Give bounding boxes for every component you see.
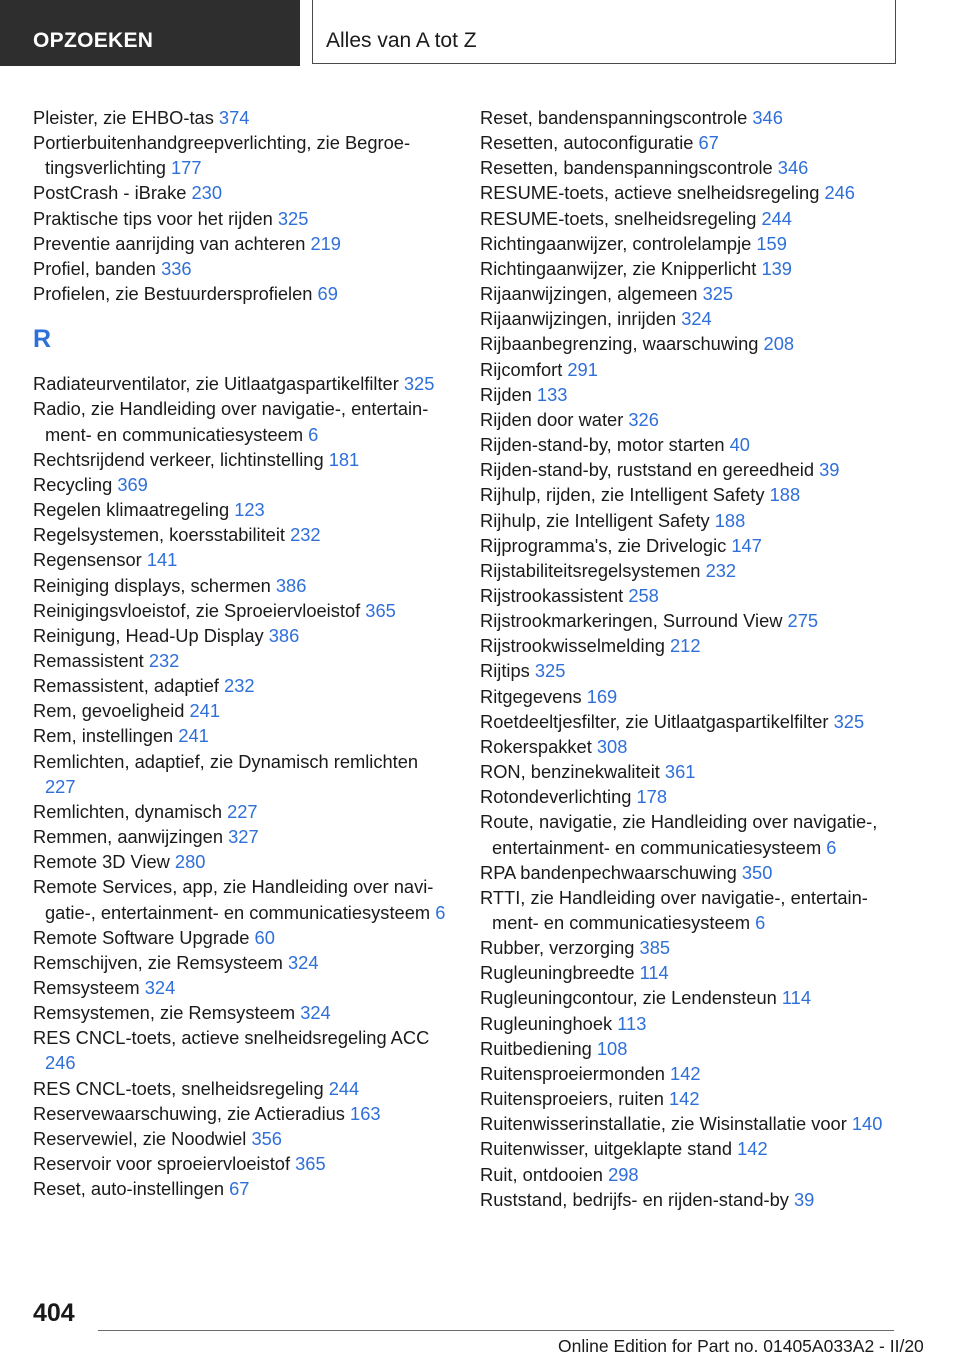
index-entry-text: Rijhulp, zie Intelligent Safety (480, 509, 715, 531)
index-entry-text: Ruitenwisserinstallatie, zie Wisinstallatie voor (480, 1113, 852, 1135)
page-reference-link[interactable]: 212 (669, 635, 701, 657)
index-entry-text: Rechtsrijdend verkeer, lichtinstelling (33, 448, 329, 470)
index-entry (480, 533, 900, 558)
page-reference-link[interactable]: 346 (752, 107, 783, 128)
page-reference-link[interactable]: 142 (669, 1088, 700, 1110)
page-reference-link[interactable]: 325 (702, 283, 734, 305)
index-entry (480, 1187, 900, 1212)
page-reference-link[interactable]: 67 (698, 132, 719, 154)
index-entry-text: Reservewaarschuwing, zie Actieradius (33, 1102, 351, 1124)
index-entry-text: Rijden-stand-by, motor starten (480, 434, 730, 456)
index-entry (480, 306, 900, 331)
section-tab[interactable]: OPZOEKEN (0, 0, 300, 66)
index-entry (33, 447, 448, 472)
page-reference-link[interactable]: 356 (251, 1127, 282, 1149)
index-entry (33, 598, 448, 623)
index-entry-text: RTTI, zie Handleiding over navigatie-, entertainment- en communicatiesysteem (480, 886, 868, 933)
page-reference-link[interactable]: 361 (664, 761, 696, 783)
index-entry (480, 658, 900, 683)
index-entry (33, 180, 448, 205)
index-entry (480, 985, 900, 1010)
page-reference-link[interactable]: 324 (300, 1002, 331, 1024)
index-entry (480, 1061, 900, 1086)
index-entry-text: RON, benzinekwaliteit (480, 761, 665, 783)
page-reference-link[interactable]: 219 (310, 232, 341, 254)
page-reference-link[interactable]: 114 (781, 987, 812, 1009)
index-entry (480, 382, 900, 407)
index-entry-text: Rubber, verzorging (480, 937, 640, 959)
index-entry-text: Richtingaanwijzer, zie Knipperlicht (480, 257, 762, 279)
index-entry-text: Reservewiel, zie Noodwiel (33, 1127, 252, 1149)
page-reference-link[interactable]: 325 (534, 660, 566, 682)
index-entry (33, 1025, 448, 1075)
index-entry (33, 723, 448, 748)
index-entry-text: Rokerspakket (480, 735, 597, 757)
index-entry (480, 1111, 900, 1136)
index-entry (480, 935, 900, 960)
index-entry-text: Reiniging displays, schermen (33, 574, 276, 596)
page-reference-link[interactable]: 141 (146, 549, 178, 571)
index-column-left (33, 105, 448, 1201)
index-entry-text: Rijaanwijzingen, inrijden (480, 308, 682, 330)
page-reference-link[interactable]: 246 (45, 1052, 76, 1074)
page-reference-link[interactable]: 227 (227, 800, 258, 822)
index-entry (480, 155, 900, 180)
index-entry (33, 849, 448, 874)
index-entry-text: RESUME-toets, actieve snelheidsregeling (480, 182, 825, 204)
index-entry-text: Rotondeverlichting (480, 786, 637, 808)
index-entry-text: Regelen klimaatregeling (33, 499, 235, 521)
page-reference-link[interactable]: 244 (761, 207, 792, 229)
page-reference-link[interactable]: 374 (218, 107, 250, 128)
index-entry (33, 1101, 448, 1126)
index-entry (33, 547, 448, 572)
page-reference-link[interactable]: 244 (328, 1077, 360, 1099)
index-entry-text: Rijtips (480, 660, 535, 682)
page-reference-link[interactable]: 163 (350, 1102, 381, 1124)
page-reference-link[interactable]: 291 (567, 358, 598, 380)
page-reference-link[interactable]: 169 (586, 685, 618, 707)
index-entry (33, 573, 448, 598)
index-entry (33, 231, 448, 256)
index-entry-text: Pleister, zie EHBO-tas (33, 107, 219, 128)
page-reference-link[interactable]: 6 (826, 836, 837, 858)
index-entry-text: Route, navigatie, zie Handleiding over navigatie-, entertainment- en communicatiesysteem (480, 811, 878, 858)
page-reference-link[interactable]: 67 (229, 1178, 250, 1200)
index-entry-text: Reinigingsvloeistof, zie Sproeiervloeistof (33, 599, 366, 621)
page-reference-link[interactable]: 108 (596, 1037, 628, 1059)
index-entry (33, 799, 448, 824)
index-entry-text: Praktische tips voor het rijden (33, 207, 278, 229)
page-reference-link[interactable]: 181 (328, 448, 360, 470)
page-reference-link[interactable]: 386 (268, 624, 300, 646)
index-entry-text: Rijaanwijzingen, algemeen (480, 283, 703, 305)
index-entry (480, 809, 900, 859)
index-entry-text: Remlichten, dynamisch (33, 800, 228, 822)
index-entry (33, 874, 448, 924)
page-reference-link[interactable]: 188 (714, 509, 746, 531)
page-reference-link[interactable]: 6 (755, 912, 766, 933)
page-reference-link[interactable]: 327 (228, 826, 259, 848)
page-reference-link[interactable]: 325 (833, 710, 865, 732)
page-reference-link[interactable]: 324 (144, 977, 176, 998)
index-entry-text: Richtingaanwijzer, controlelampje (480, 232, 757, 254)
index-entry (480, 860, 900, 885)
index-entry (480, 1011, 900, 1036)
index-entry-text: Rugleuninghoek (480, 1012, 618, 1034)
index-entry-text: Remmen, aanwijzingen (33, 826, 229, 848)
index-entry-text: Rijden (480, 383, 537, 405)
page-reference-link[interactable]: 139 (761, 257, 792, 279)
index-entry (33, 522, 448, 547)
page-header (0, 0, 960, 66)
index-entry-text: Rijstabiliteitsregelsystemen (480, 559, 706, 581)
index-entry (33, 371, 448, 396)
index-entry (480, 231, 900, 256)
index-entry (480, 508, 900, 533)
index-entry (33, 396, 448, 446)
index-column-right (480, 105, 900, 1212)
page-reference-link[interactable]: 298 (608, 1163, 639, 1185)
page-reference-link[interactable]: 69 (317, 283, 338, 305)
page-reference-link[interactable]: 350 (741, 861, 773, 883)
index-entry-text: Rugleuningcontour, zie Lendensteun (480, 987, 782, 1009)
index-entry-text: Remassistent (33, 649, 149, 671)
index-entry-text: Regelsystemen, koersstabiliteit (33, 524, 291, 546)
page-reference-link[interactable]: 227 (45, 775, 76, 797)
page-reference-link[interactable]: 60 (254, 926, 275, 948)
page-reference-link[interactable]: 232 (148, 649, 180, 671)
index-entry (480, 407, 900, 432)
index-entry (480, 583, 900, 608)
index-entry (480, 206, 900, 231)
index-entry (480, 331, 900, 356)
page-reference-link[interactable]: 177 (171, 157, 202, 179)
index-entry-text: Remote Services, app, zie Handleiding over navigatie-, entertainment- en communicatiesysteem (33, 876, 436, 923)
index-entry (480, 1162, 900, 1187)
index-entry (480, 256, 900, 281)
page-reference-link[interactable]: 6 (308, 423, 319, 445)
page-reference-link[interactable]: 241 (189, 700, 221, 722)
index-entry (480, 734, 900, 759)
index-entry (33, 105, 448, 130)
index-entry-text: Resetten, autoconfiguratie (480, 132, 699, 154)
page-reference-link[interactable]: 208 (763, 333, 795, 355)
page-reference-link[interactable]: 142 (737, 1138, 768, 1160)
index-entry-text: RPA bandenpechwaarschuwing (480, 861, 742, 883)
page-reference-link[interactable]: 6 (435, 901, 446, 923)
chapter-title: Alles van A tot Z (312, 0, 896, 64)
index-entry (480, 432, 900, 457)
index-entry (33, 975, 448, 1000)
page-reference-link[interactable]: 280 (174, 851, 206, 873)
index-entry (33, 130, 448, 180)
index-entry-text: Reset, auto-instellingen (33, 1178, 230, 1200)
page-reference-link[interactable]: 232 (290, 524, 321, 546)
index-entry (33, 698, 448, 723)
index-entry-text: Rijden-stand-by, ruststand en gereedheid (480, 459, 820, 481)
index-entry-text: Rijbaanbegrenzing, waarschuwing (480, 333, 764, 355)
index-entry-text: Rugleuningbreedte (480, 962, 640, 984)
index-entry (33, 256, 448, 281)
index-entry-text: Rijcomfort (480, 358, 568, 380)
page-reference-link[interactable]: 325 (277, 207, 309, 229)
index-entry-text: Remote 3D View (33, 851, 175, 873)
page-reference-link[interactable]: 346 (777, 157, 809, 179)
index-entry (480, 1086, 900, 1111)
index-entry-text: Remsystemen, zie Remsysteem (33, 1002, 301, 1024)
index-entry-text: Ruitenwisser, uitgeklapte stand (480, 1138, 738, 1160)
page-reference-link[interactable]: 326 (628, 408, 659, 430)
page-reference-link[interactable]: 365 (365, 599, 396, 621)
index-entry-text: Reset, bandenspanningscontrole (480, 107, 753, 128)
index-entry (33, 1151, 448, 1176)
index-entry-text: Regensensor (33, 549, 147, 571)
page-reference-link[interactable]: 123 (234, 499, 265, 521)
index-entry-text: Remassistent, adaptief (33, 675, 225, 697)
page-reference-link[interactable]: 159 (756, 232, 787, 254)
page-reference-link[interactable]: 178 (636, 786, 668, 808)
index-entry (480, 960, 900, 985)
index-entry (480, 633, 900, 658)
index-entry-text: RESUME-toets, snelheidsregeling (480, 207, 762, 229)
page-reference-link[interactable]: 188 (769, 484, 801, 506)
index-entry-text: Ruststand, bedrijfs- en rijden-stand-by (480, 1188, 794, 1210)
page-reference-link[interactable]: 385 (639, 937, 671, 959)
index-entry (480, 784, 900, 809)
page-reference-link[interactable]: 232 (224, 675, 255, 697)
index-entry-text: Profiel, banden (33, 257, 162, 279)
index-entry-text: Remlichten, adaptief, zie Dynamisch remlichten (33, 750, 419, 772)
index-entry (33, 925, 448, 950)
index-entry-text: Radiateurventilator, zie Uitlaatgaspartikelfilter (33, 373, 404, 395)
index-entry (480, 281, 900, 306)
footer-edition: Online Edition for Part no. 01405A033A2 - II/20 (558, 1336, 924, 1356)
index-entry (480, 130, 900, 155)
index-entry (33, 281, 448, 306)
index-entry (33, 950, 448, 975)
page-reference-link[interactable]: 147 (731, 534, 762, 556)
index-entry (480, 558, 900, 583)
index-entry (480, 1136, 900, 1161)
page-reference-link[interactable]: 336 (161, 257, 192, 279)
page-reference-link[interactable]: 369 (117, 473, 148, 495)
index-entry (33, 1076, 448, 1101)
index-entry (480, 180, 900, 205)
index-entry-text: Roetdeeltjesfilter, zie Uitlaatgaspartikelfilter (480, 710, 834, 732)
index-entry (480, 885, 900, 935)
page-reference-link[interactable]: 324 (288, 951, 319, 973)
page-reference-link[interactable]: 325 (403, 373, 435, 395)
page-reference-link[interactable]: 275 (787, 610, 819, 632)
page-reference-link[interactable]: 39 (793, 1188, 815, 1210)
index-entry-text: Radio, zie Handleiding over navigatie-, entertainment- en communicatiesysteem (33, 398, 429, 445)
page-number: 404 (33, 1299, 75, 1327)
index-entry-text: Preventie aanrijding van achteren (33, 232, 311, 254)
index-entry (480, 105, 900, 130)
page-reference-link[interactable]: 133 (536, 383, 568, 405)
index-entry (480, 357, 900, 382)
index-entry (480, 1036, 900, 1061)
index-entry-text: Rijden door water (480, 408, 629, 430)
page-reference-link[interactable]: 241 (178, 725, 209, 747)
index-entry-text: Rijhulp, rijden, zie Intelligent Safety (480, 484, 770, 506)
index-entry-text: Rem, gevoeligheid (33, 700, 190, 722)
page-reference-link[interactable]: 324 (681, 308, 712, 330)
index-entry-text: Reservoir voor sproeiervloeistof (33, 1153, 296, 1175)
index-entry-text: Rijstrookwisselmelding (480, 635, 670, 657)
index-entry-text: Ruitensproeiers, ruiten (480, 1088, 669, 1110)
index-entry (480, 608, 900, 633)
page-reference-link[interactable]: 142 (670, 1062, 701, 1084)
index-entry (480, 759, 900, 784)
index-entry-text: Portierbuitenhandgreepverlichting, zie Begroetingsverlichting (33, 132, 411, 179)
page-reference-link[interactable]: 230 (191, 182, 223, 204)
page-reference-link[interactable]: 246 (824, 182, 855, 204)
index-entry (33, 472, 448, 497)
index-entry-text: RES CNCL-toets, actieve snelheidsregeling ACC (33, 1027, 430, 1049)
index-entry-text: Ruitensproeiermonden (480, 1062, 671, 1084)
page-reference-link[interactable]: 258 (628, 584, 659, 606)
index-entry (33, 1176, 448, 1201)
page-reference-link[interactable]: 40 (729, 434, 750, 456)
index-entry (33, 623, 448, 648)
index-entry-text: Reinigung, Head-Up Display (33, 624, 269, 646)
index-entry-text: Rijprogramma's, zie Drivelogic (480, 534, 732, 556)
index-entry (480, 684, 900, 709)
index-entry-text: Profielen, zie Bestuurdersprofielen (33, 283, 318, 305)
page-reference-link[interactable]: 386 (275, 574, 307, 596)
index-entry (33, 648, 448, 673)
index-entry (33, 206, 448, 231)
footer-divider (98, 1330, 894, 1331)
index-entry-text: PostCrash - iBrake (33, 182, 192, 204)
page-reference-link[interactable]: 113 (617, 1012, 647, 1034)
index-entry (33, 497, 448, 522)
page-reference-link[interactable]: 232 (705, 559, 737, 581)
page-reference-link[interactable]: 114 (639, 962, 669, 984)
index-entry-text: Resetten, bandenspanningscontrole (480, 157, 778, 179)
page-reference-link[interactable]: 308 (596, 735, 628, 757)
index-entry (480, 482, 900, 507)
index-entry-text: RES CNCL-toets, snelheidsregeling (33, 1077, 329, 1099)
index-entry-text: Rijstrookassistent (480, 584, 629, 606)
index-entry (33, 749, 448, 799)
index-entry (33, 1000, 448, 1025)
index-entry (480, 709, 900, 734)
index-entry (480, 457, 900, 482)
index-entry-text: Ruit, ontdooien (480, 1163, 609, 1185)
index-entry-text: Recycling (33, 473, 118, 495)
page-reference-link[interactable]: 140 (851, 1113, 883, 1135)
page-reference-link[interactable]: 365 (295, 1153, 326, 1175)
index-entry-text: Remsysteem (33, 977, 145, 998)
index-entry-text: Remote Software Upgrade (33, 926, 255, 948)
index-entry (33, 673, 448, 698)
index-section-letter: R (33, 325, 52, 354)
index-entry (33, 1126, 448, 1151)
index-entry-text: Remschijven, zie Remsysteem (33, 951, 288, 973)
index-entry-text: Rijstrookmarkeringen, Surround View (480, 610, 788, 632)
index-entry-text: Ritgegevens (480, 685, 587, 707)
index-entry-text: Ruitbediening (480, 1037, 597, 1059)
page-reference-link[interactable]: 39 (819, 459, 840, 481)
index-entry-text: Rem, instellingen (33, 725, 179, 747)
index-entry (33, 824, 448, 849)
